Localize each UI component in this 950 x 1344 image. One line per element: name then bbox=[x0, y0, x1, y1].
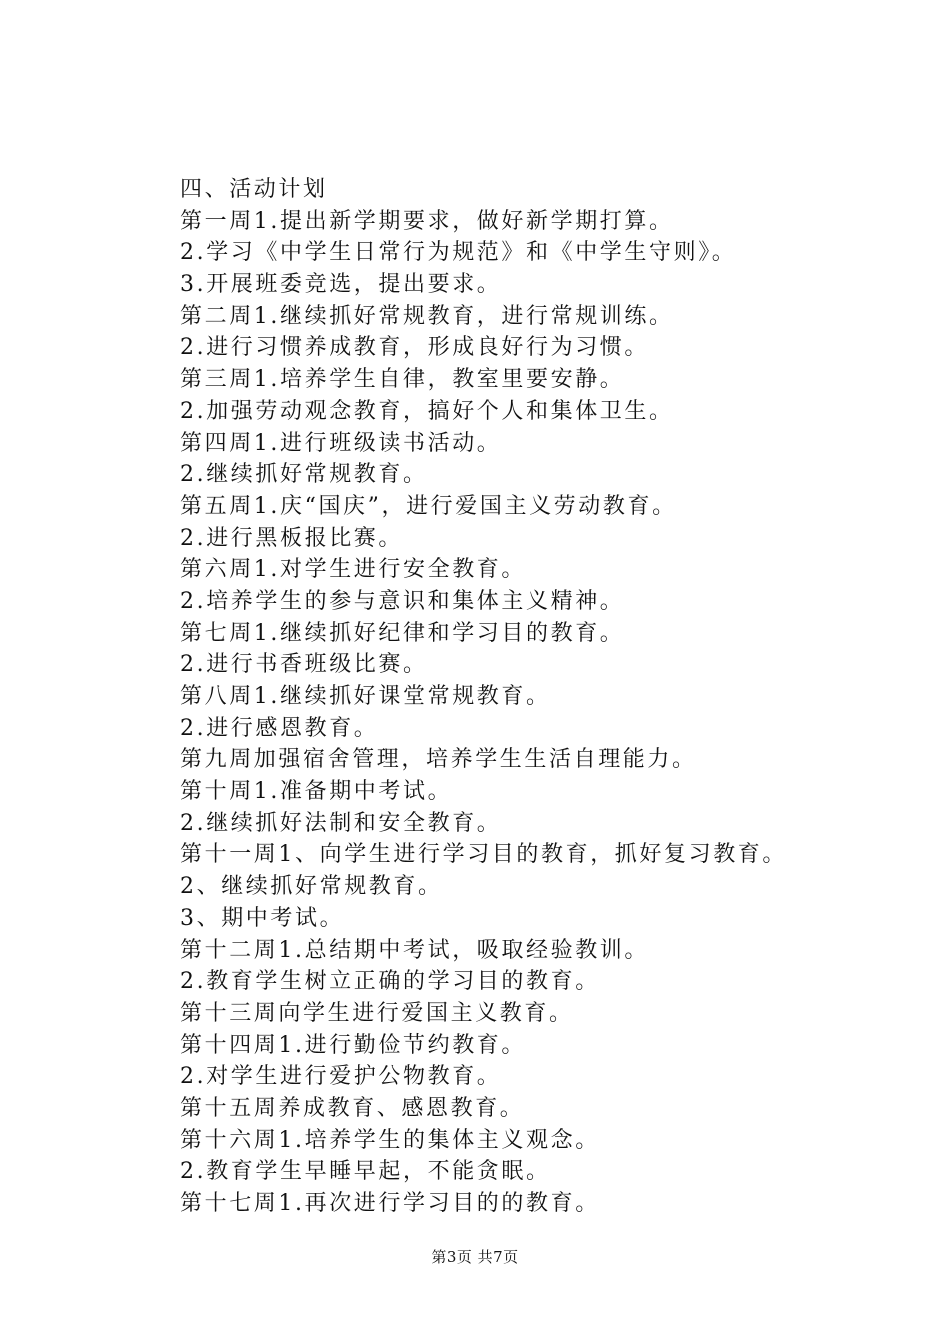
section-heading: 四、活动计划 bbox=[180, 177, 328, 202]
text-line: 2.对学生进行爱护公物教育。 bbox=[180, 1064, 502, 1090]
text-line: 2.培养学生的参与意识和集体主义精神。 bbox=[180, 588, 625, 614]
text-line: 第七周1.继续抓好纪律和学习目的教育。 bbox=[180, 620, 625, 646]
text-line: 第十一周1、向学生进行学习目的教育，抓好复习教育。 bbox=[180, 842, 787, 868]
text-line: 2.进行黑板报比赛。 bbox=[180, 525, 403, 551]
text-line: 第二周1.继续抓好常规教育，进行常规训练。 bbox=[180, 303, 674, 329]
text-line: 第十周1.准备期中考试。 bbox=[180, 779, 453, 805]
text-line: 第一周1.提出新学期要求，做好新学期打算。 bbox=[180, 208, 674, 234]
text-line: 2.继续抓好法制和安全教育。 bbox=[180, 810, 502, 836]
text-line: 第九周加强宿舍管理，培养学生生活自理能力。 bbox=[180, 747, 697, 773]
text-line: 2.继续抓好常规教育。 bbox=[180, 462, 428, 488]
text-line: 2.学习《中学生日常行为规范》和《中学生守则》。 bbox=[180, 240, 737, 266]
text-line: 第四周1.进行班级读书活动。 bbox=[180, 430, 502, 456]
text-line: 第十四周1.进行勤俭节约教育。 bbox=[180, 1032, 526, 1058]
text-line: 3.开展班委竞选，提出要求。 bbox=[180, 272, 502, 298]
text-line: 第十二周1.总结期中考试，吸取经验教训。 bbox=[180, 937, 649, 963]
text-line: 第三周1.培养学生自律，教室里要安静。 bbox=[180, 367, 625, 393]
page-number-footer: 第3页 共7页 bbox=[431, 1248, 519, 1266]
text-line: 2、继续抓好常规教育。 bbox=[180, 874, 443, 900]
text-line: 第十六周1.培养学生的集体主义观念。 bbox=[180, 1127, 600, 1153]
text-line: 第五周1.庆“国庆”，进行爱国主义劳动教育。 bbox=[180, 493, 677, 519]
text-line: 第十三周向学生进行爱国主义教育。 bbox=[180, 1000, 574, 1026]
text-line: 第十五周养成教育、感恩教育。 bbox=[180, 1095, 525, 1121]
document-body bbox=[180, 174, 920, 1220]
text-line: 3、期中考试。 bbox=[180, 905, 345, 931]
text-line: 2.进行书香班级比赛。 bbox=[180, 652, 428, 678]
text-line: 2.教育学生树立正确的学习目的教育。 bbox=[180, 969, 600, 995]
text-line: 2.教育学生早睡早起，不能贪眠。 bbox=[180, 1159, 551, 1185]
text-line: 第八周1.继续抓好课堂常规教育。 bbox=[180, 684, 551, 709]
text-line: 2.进行习惯养成教育，形成良好行为习惯。 bbox=[180, 335, 649, 361]
text-line: 2.加强劳动观念教育，搞好个人和集体卫生。 bbox=[180, 398, 674, 424]
text-line: 第六周1.对学生进行安全教育。 bbox=[180, 557, 526, 583]
text-line: 第十七周1.再次进行学习目的的教育。 bbox=[180, 1191, 600, 1216]
text-line: 2.进行感恩教育。 bbox=[180, 715, 379, 741]
